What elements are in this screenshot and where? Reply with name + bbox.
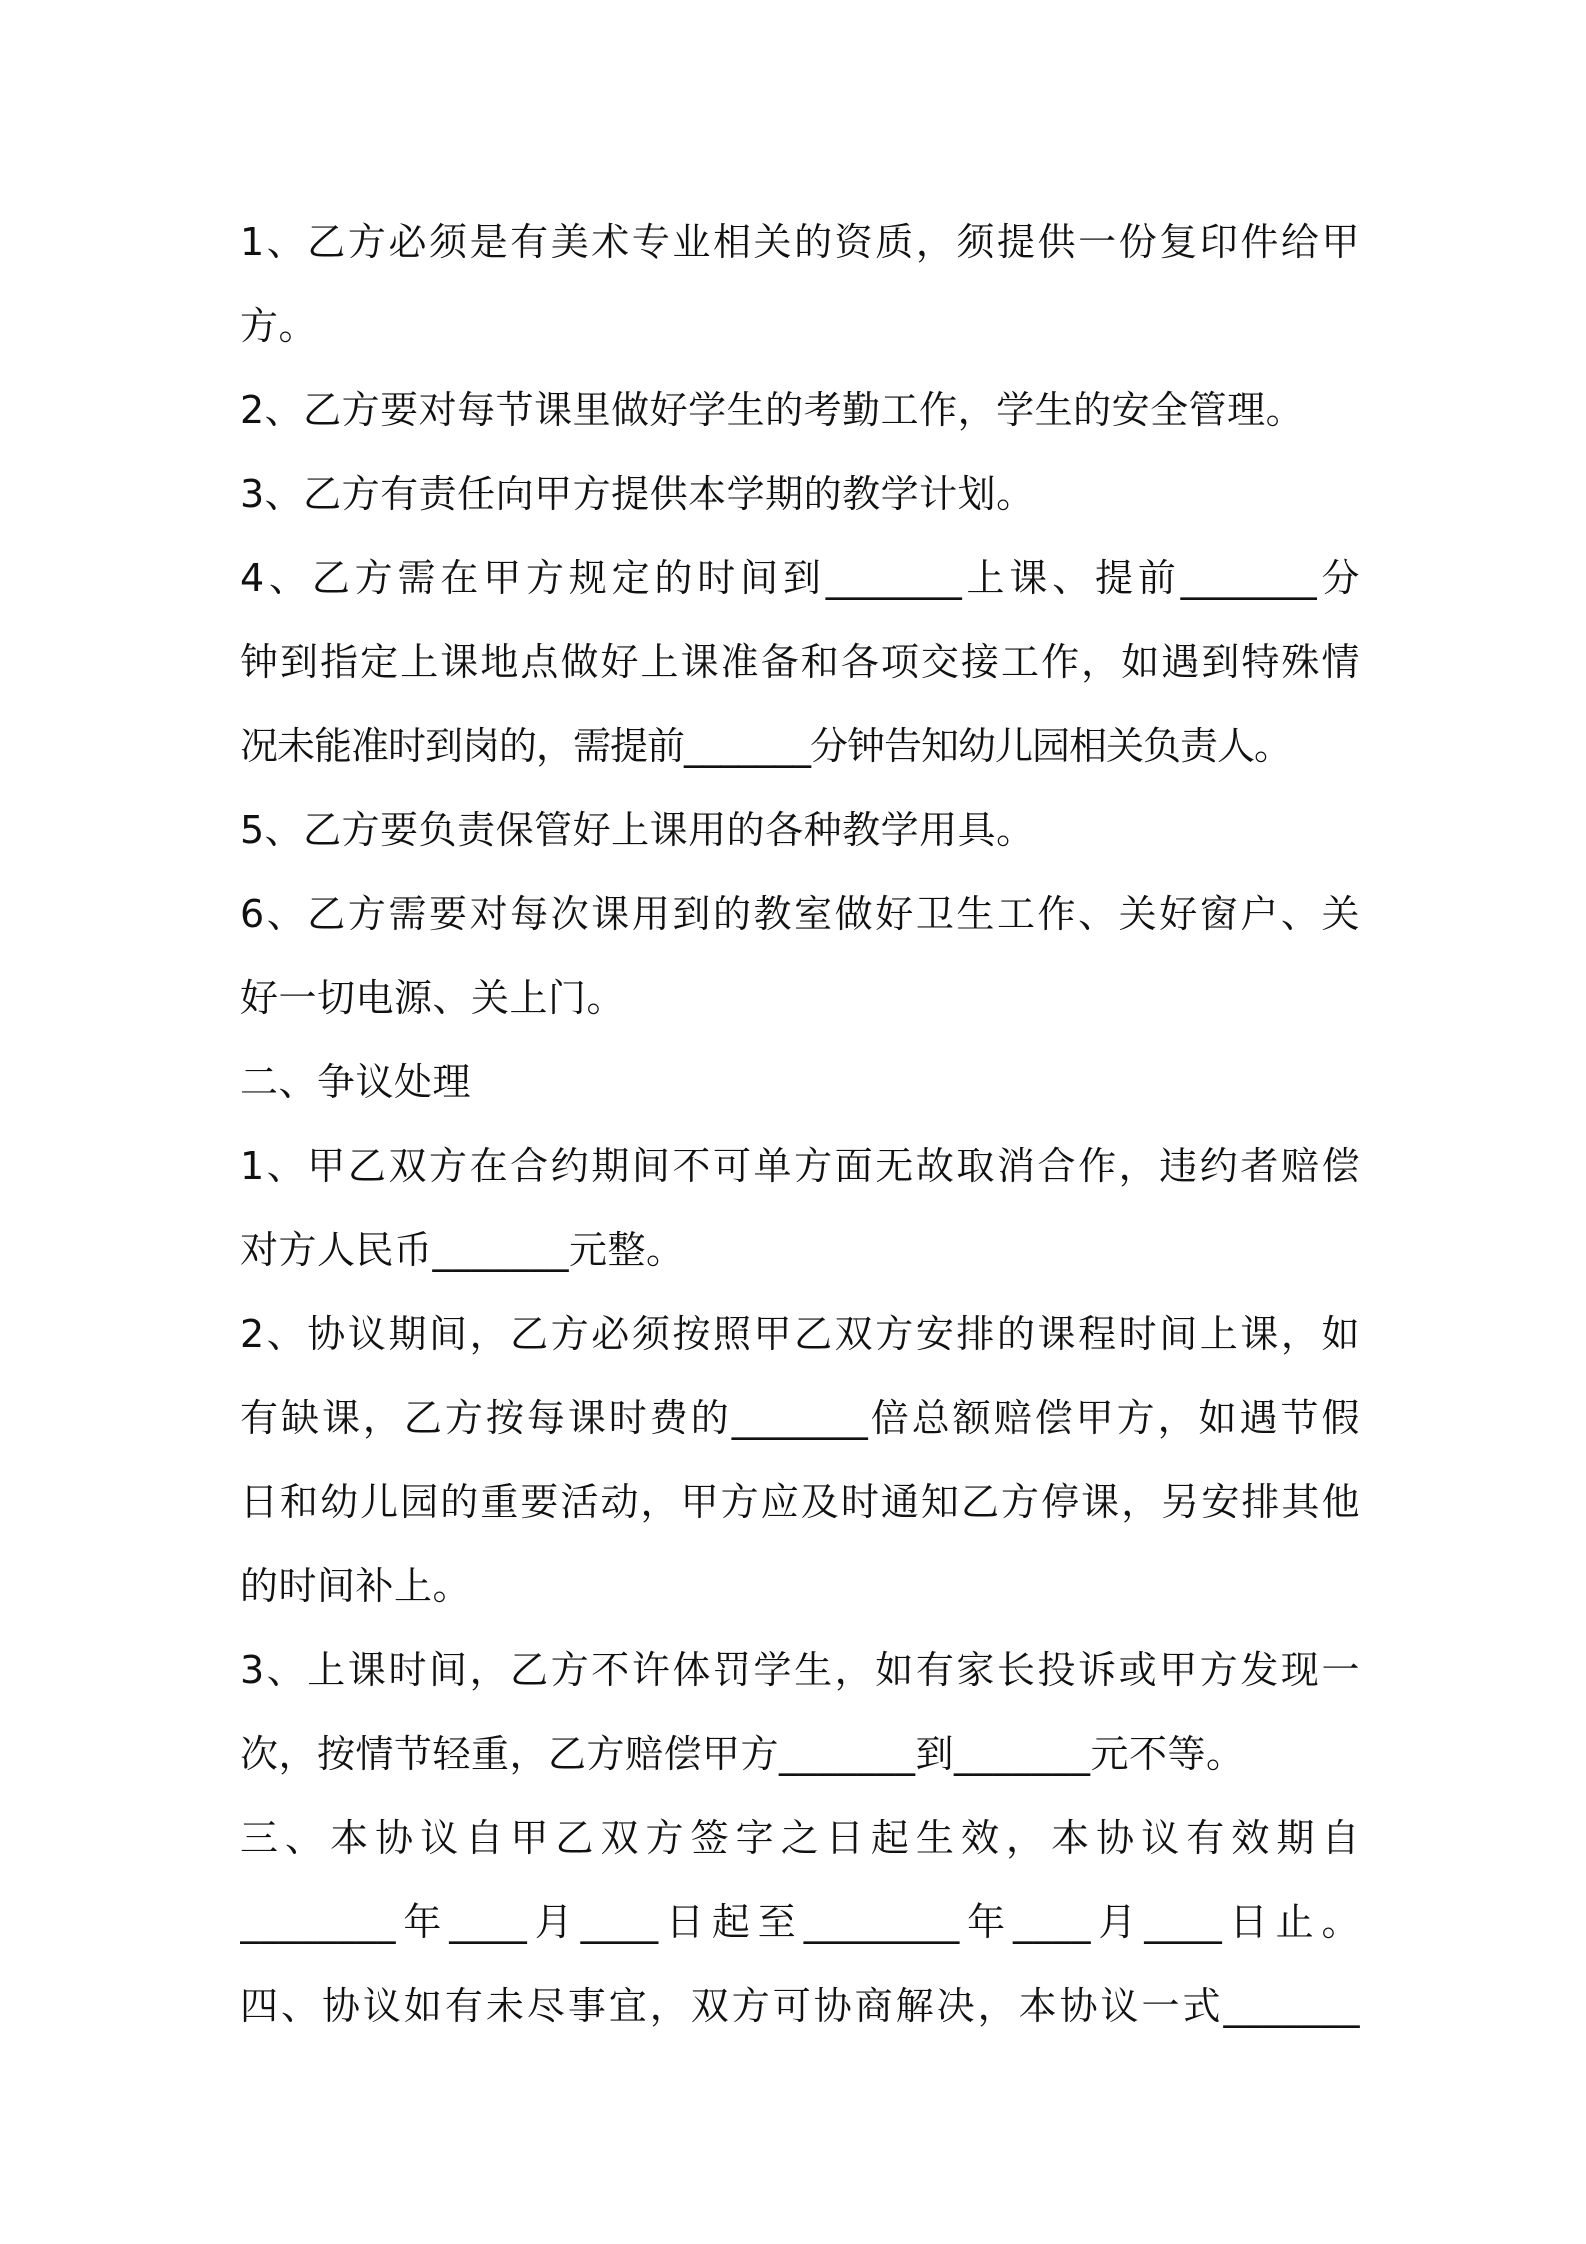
dispute-clause-1-line-2: 对方人民币_______元整。: [240, 1228, 685, 1272]
clause-6-line-2: 好一切电源、关上门。: [240, 976, 626, 1020]
clause-6-line-1: 6、乙方需要对每次课用到的教室做好卫生工作、关好窗户、关: [240, 892, 1360, 936]
clause-1-line-2: 方。: [240, 304, 318, 348]
dispute-clause-2-line-1: 2、协议期间，乙方必须按照甲乙双方安排的课程时间上课，如: [240, 1312, 1360, 1356]
clause-4-line-2: 钟到指定上课地点做好上课准备和各项交接工作，如遇到特殊情: [240, 640, 1360, 684]
dispute-clause-2-line-2: 有缺课，乙方按每课时费的_______倍总额赔偿甲方，如遇节假: [240, 1396, 1360, 1440]
clause-2-line-1: 2、乙方要对每节课里做好学生的考勤工作，学生的安全管理。: [240, 388, 1305, 432]
section-3-line-1: 三、本协议自甲乙双方签字之日起生效，本协议有效期自: [240, 1816, 1360, 1860]
clause-3-line-1: 3、乙方有责任向甲方提供本学期的教学计划。: [240, 472, 1035, 516]
section-heading-dispute: 二、争议处理: [240, 1060, 472, 1104]
dispute-clause-1-line-1: 1、甲乙双方在合约期间不可单方面无故取消合作，违约者赔偿: [240, 1144, 1360, 1188]
contract-body: [240, 200, 1360, 2048]
clause-1-line-1: 1、乙方必须是有美术专业相关的资质，须提供一份复印件给甲: [240, 220, 1360, 264]
dispute-clause-2-line-3: 日和幼儿园的重要活动，甲方应及时通知乙方停课，另安排其他: [240, 1480, 1360, 1524]
section-4-line-1: 四、协议如有未尽事宜，双方可协商解决，本协议一式_______: [240, 1984, 1360, 2028]
clause-5-line-1: 5、乙方要负责保管好上课用的各种教学用具。: [240, 808, 1035, 852]
dispute-clause-3-line-1: 3、上课时间，乙方不许体罚学生，如有家长投诉或甲方发现一: [240, 1648, 1360, 1692]
dispute-clause-2-line-4: 的时间补上。: [240, 1564, 472, 1608]
clause-4-line-1: 4、乙方需在甲方规定的时间到_______上课、提前_______分: [240, 556, 1360, 600]
clause-4-line-3: 况未能准时到岗的，需提前_______分钟告知幼儿园相关负责人。: [240, 724, 1292, 768]
dispute-clause-3-line-2: 次，按情节轻重，乙方赔偿甲方_______到_______元不等。: [240, 1732, 1245, 1776]
section-3-line-2: ________年____月____日起至________年____月____日止。: [240, 1900, 1360, 1944]
